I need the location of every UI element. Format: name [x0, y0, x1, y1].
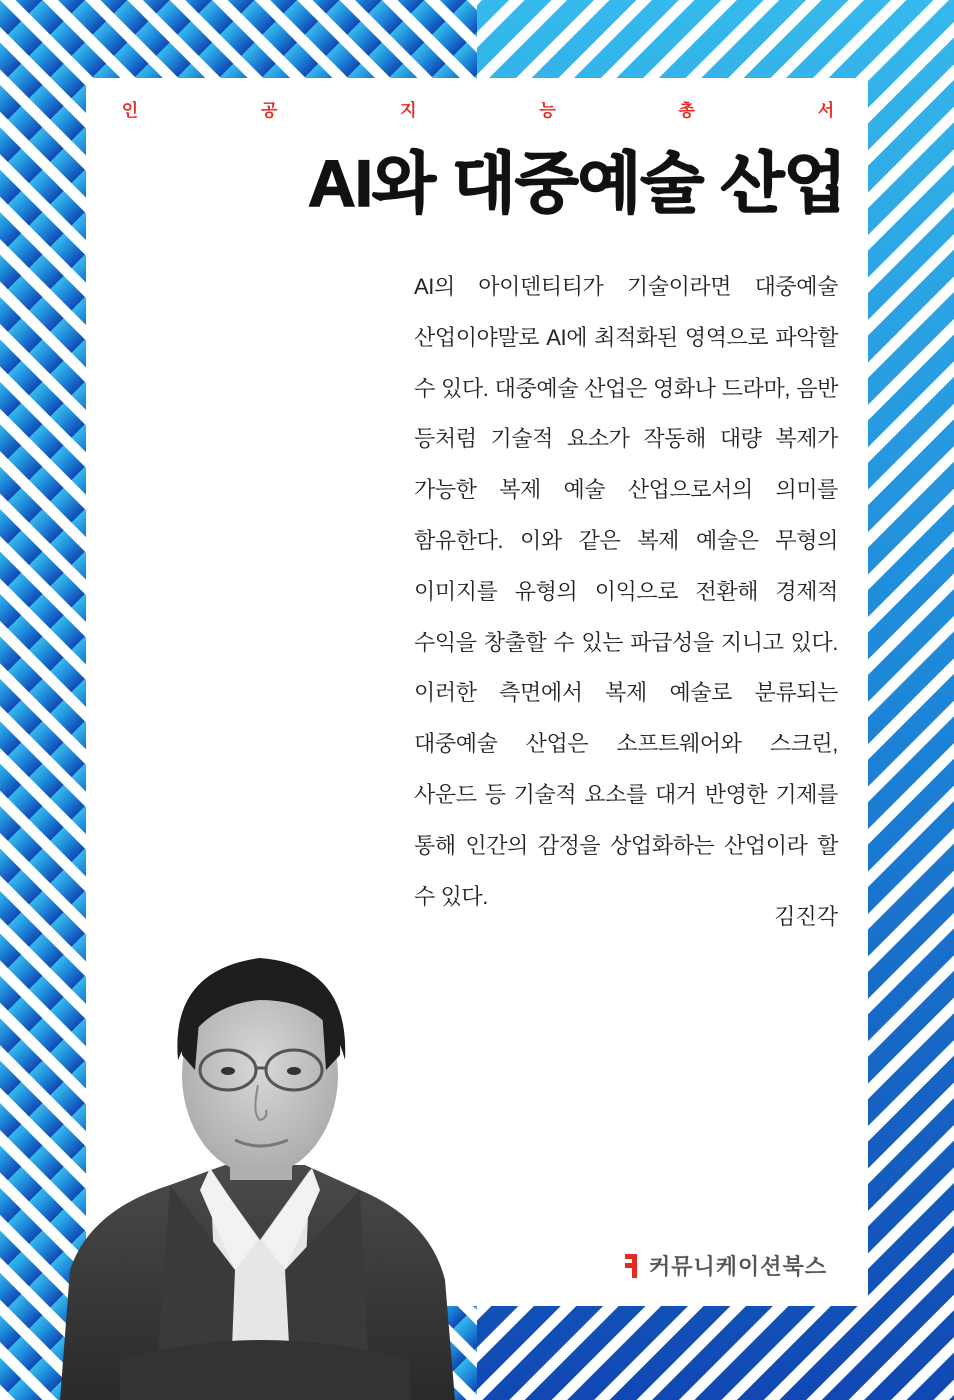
publisher-logo-icon [623, 1251, 641, 1281]
series-char: 인 [121, 101, 139, 121]
publisher-name: 커뮤니케이션북스 [649, 1254, 828, 1279]
publisher [623, 1250, 827, 1281]
series-char: 공 [260, 101, 278, 121]
book-title: AI와 대중예술 산업 [308, 146, 846, 220]
series-char: 총 [678, 101, 695, 121]
series-char: 능 [539, 101, 556, 121]
author-photo [60, 940, 460, 1400]
book-description: AI의 아이덴티티가 기술이라면 대중예술 산업이야말로 AI에 최적화된 영역으로 파악할 수 있다. 대중예술 산업은 영화나 드라마, 음반 등처럼 기술적 요소가 작동해 대량 복제가 가능한 복제 예술 산업으로서의 의미를 함유한다. 이와 같은 복제 예술은 무형의 이미지를 유형의 이익으로 전환해 경제적 수익을 창출할 수 있는 파급성을 지니고 있다. 이러한 측면에서 복제 예술로 분류되는 대중예술 산업은 소프트웨어와 스크린, 사운드 등 기술적 요소를 대거 반영한 기제를 통해 인간의 감정을 상업화하는 산업이라 할 수 있다. [414, 274, 838, 909]
series-label [118, 96, 838, 121]
series-char: 서 [817, 101, 835, 121]
series-char: 지 [400, 101, 417, 121]
author-name: 김진각 [774, 904, 838, 929]
